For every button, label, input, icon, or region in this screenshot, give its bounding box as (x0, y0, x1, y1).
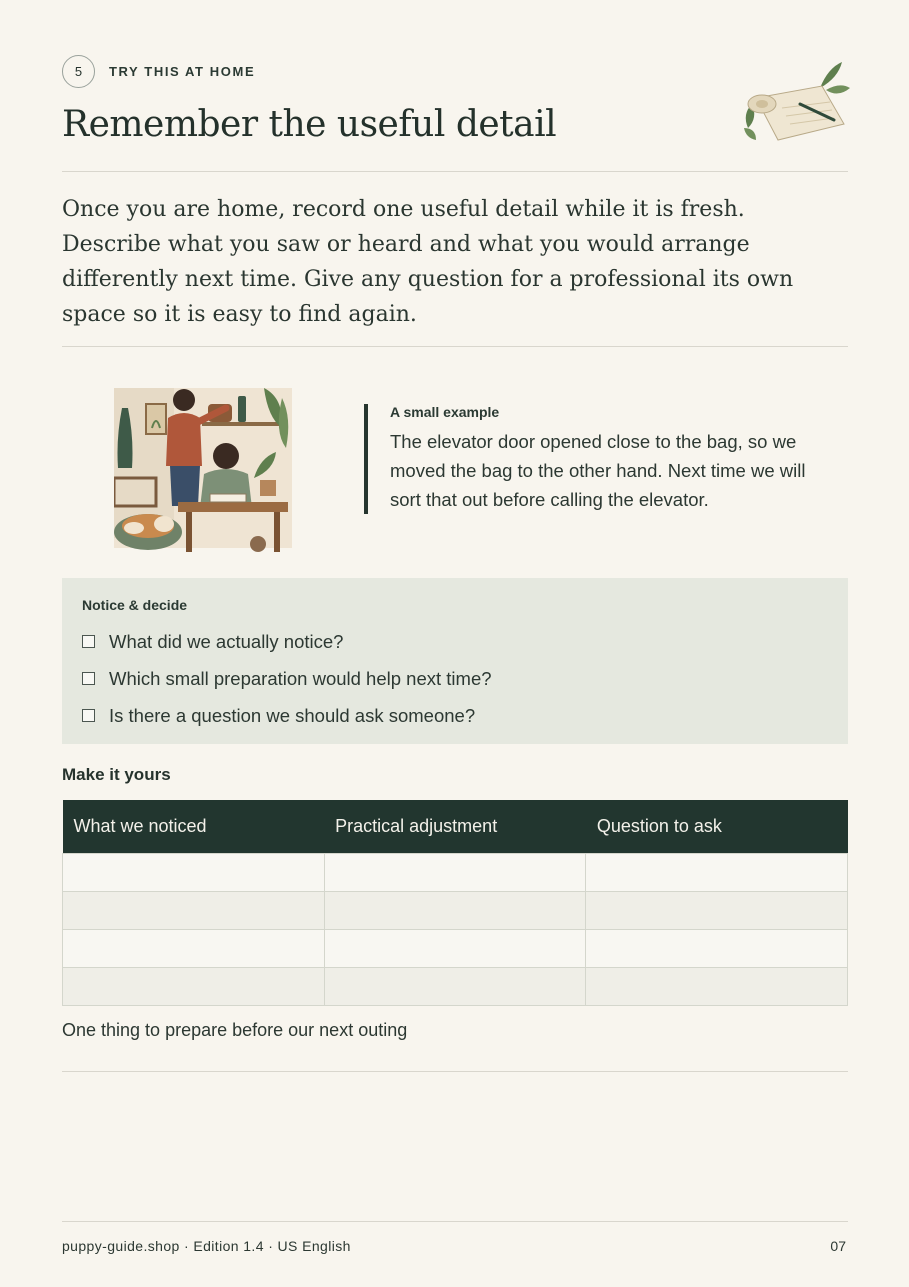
worksheet-table (62, 800, 848, 1006)
prepare-prompt: One thing to prepare before our next outing (62, 1020, 408, 1040)
table-row (63, 967, 848, 1005)
notice-label: Notice & decide (82, 597, 188, 613)
checklist-item-label: Which small preparation would help next time? (109, 667, 492, 689)
table-cell[interactable] (586, 853, 848, 891)
table-cell[interactable] (324, 967, 586, 1005)
footer-source: puppy-guide.shop · Edition 1.4 · US English (62, 1238, 351, 1254)
column-header: What we noticed (63, 800, 325, 853)
notice-panel (62, 578, 848, 744)
page-title: Remember the useful detail (62, 104, 557, 145)
divider (62, 346, 848, 347)
worksheet-label: Make it yours (62, 765, 171, 784)
example-callout (364, 404, 834, 514)
table-row (63, 891, 848, 929)
table-cell[interactable] (586, 967, 848, 1005)
intro-paragraph: Once you are home, record one useful detail while it is fresh. Describe what you saw or heard and what you would arrange differently next time. Give any question for a professional its own space so it is easy to find again. (62, 197, 794, 327)
table-cell[interactable] (586, 891, 848, 929)
example-label: A small example (390, 404, 500, 420)
checklist-item[interactable] (82, 697, 828, 734)
checklist-item-label: What did we actually notice? (109, 630, 344, 652)
section-kicker: TRY THIS AT HOME (109, 64, 256, 79)
checklist-item[interactable] (82, 623, 828, 660)
table-cell[interactable] (324, 853, 586, 891)
table-row (63, 929, 848, 967)
footer-divider (62, 1221, 848, 1222)
checklist-item[interactable] (82, 660, 828, 697)
table-cell[interactable] (63, 967, 325, 1005)
checkbox[interactable] (82, 672, 95, 685)
table-cell[interactable] (324, 891, 586, 929)
table-row (63, 853, 848, 891)
column-header: Question to ask (586, 800, 848, 853)
table-cell[interactable] (63, 929, 325, 967)
checkbox[interactable] (82, 635, 95, 648)
prepare-answer-line[interactable] (62, 1071, 848, 1072)
step-header (62, 55, 255, 88)
sleeping-puppy-icon (114, 514, 182, 550)
page-number: 07 (830, 1238, 846, 1254)
column-header: Practical adjustment (324, 800, 586, 853)
step-number-badge: 5 (62, 55, 95, 88)
scroll-illustration (742, 58, 852, 146)
table-cell[interactable] (63, 891, 325, 929)
table-cell[interactable] (324, 929, 586, 967)
room-illustration (114, 378, 296, 562)
example-text: The elevator door opened close to the bag, so we moved the bag to the other hand. Next time we will sort that out before calling the elevator. (390, 431, 806, 510)
checklist-item-label: Is there a question we should ask someone? (109, 704, 476, 726)
table-header-row (63, 800, 848, 853)
page (62, 0, 848, 1287)
table-cell[interactable] (63, 853, 325, 891)
table-cell[interactable] (586, 929, 848, 967)
divider (62, 171, 848, 172)
checkbox[interactable] (82, 709, 95, 722)
